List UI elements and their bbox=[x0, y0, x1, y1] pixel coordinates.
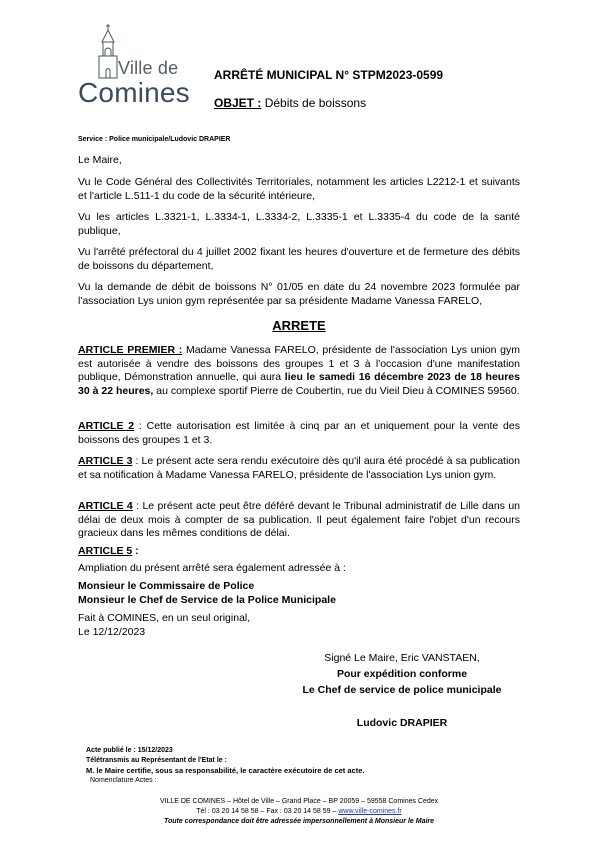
vu2-text: Vu les articles L.3321-1, L.3334-1, L.3334-2, L.3335-1 et L.3335-4 du code de la santé publique, bbox=[78, 211, 520, 237]
document-subject bbox=[214, 96, 366, 110]
preamble-vu2 bbox=[78, 211, 520, 238]
footer-contact bbox=[78, 807, 520, 817]
meta-teletransmis: Télétransmis au Représentant de l'Etat le : bbox=[86, 757, 227, 764]
article-4 bbox=[78, 500, 520, 541]
article-5-label: ARTICLE 5 bbox=[78, 545, 133, 557]
date-text: Le 12/12/2023 bbox=[78, 625, 146, 638]
city-logo bbox=[78, 22, 208, 108]
article-1-bold: lieu le samedi 16 décembre 2023 de 18 heures 30 à 22 heures, bbox=[78, 371, 520, 397]
recipients bbox=[78, 580, 520, 607]
article-4-text: : Le présent acte peut être déféré devant le Tribunal administratif de Lille dans un délai de deux mois à compter de sa publication. Il peut également faire l'objet d'un recours gracieux dans les mêmes conditions de délai. bbox=[78, 500, 520, 539]
vu4-text: Vu la demande de débit de boissons N° 01/05 en date du 24 novembre 2023 formulée par l'association Lys union gym représentée par sa présidente Madame Vanessa FARELO, bbox=[78, 281, 520, 307]
service-line: Service : Police municipale/Ludovic DRAPIER bbox=[78, 136, 231, 143]
article-1-text-b: au complexe sportif Pierre de Coubertin, rue du Vieil Dieu à COMINES 59560. bbox=[153, 384, 520, 397]
ampliation bbox=[78, 562, 520, 576]
logo-ville-text: Ville de bbox=[118, 58, 179, 78]
vu3-text: Vu l'arrêté préfectoral du 4 juillet 2002 fixant les heures d'ouverture et de fermeture des débits de boissons du département, bbox=[78, 246, 520, 272]
article-1 bbox=[78, 344, 520, 398]
website-link[interactable]: www.ville-comines.fr bbox=[338, 808, 402, 815]
article-5 bbox=[78, 545, 520, 559]
article-4-label: ARTICLE 4 bbox=[78, 500, 133, 512]
article-2-label: ARTICLE 2 bbox=[78, 420, 135, 432]
signature-name: Ludovic DRAPIER bbox=[356, 717, 448, 729]
subject-label: OBJET : bbox=[214, 96, 262, 110]
article-2-text: : Cette autorisation est limitée à cinq par an et uniquement pour la vente des boissons des groupes 1 et 3. bbox=[78, 420, 520, 446]
signature-line1: Signé Le Maire, Eric VANSTAEN, bbox=[324, 652, 480, 664]
document-title: ARRÊTÉ MUNICIPAL N° STPM2023-0599 bbox=[214, 68, 444, 82]
article-1-text-a: Madame Vanessa FARELO, présidente de l'association Lys union gym est autorisée à vendre des boissons des groupes 1 et 3 à l'occasion d'une manifestation publique, Démonstration annuelle, qui aura bbox=[78, 344, 520, 383]
preamble-vu1 bbox=[78, 176, 520, 203]
footer-address: VILLE DE COMINES – Hôtel de Ville – Grand Place – BP 20059 – 59558 Comines Cedex bbox=[159, 798, 439, 805]
publication-meta bbox=[86, 746, 364, 786]
article-5-text: : bbox=[132, 545, 139, 557]
article-3-label: ARTICLE 3 bbox=[78, 455, 133, 467]
page-footer bbox=[78, 797, 520, 827]
article-3 bbox=[78, 455, 520, 482]
meta-certifie: M. le Maire certifie, sous sa responsabilité, le caractère exécutoire de cet acte. bbox=[86, 766, 365, 775]
footer-phone-fax: Tél : 03 20 14 58 58 – Fax : 03 20 14 58 59 – bbox=[196, 808, 339, 815]
subject-text: Débits de boissons bbox=[264, 96, 367, 110]
preamble-vu3 bbox=[78, 246, 520, 273]
vu1-text: Vu le Code Général des Collectivités Territoriales, notamment les articles L2212-1 et suivants et l'article L.511-1 du code de la sécurité intérieure, bbox=[78, 176, 520, 202]
meta-nomenclature: Nomenclature Actes : bbox=[90, 777, 157, 784]
logo-comines-text: Comines bbox=[78, 77, 190, 108]
article-1-label: ARTICLE PREMIER : bbox=[78, 344, 183, 356]
preamble-vu4 bbox=[78, 281, 520, 308]
recipient-commissaire: Monsieur le Commissaire de Police bbox=[78, 580, 255, 592]
article-3-text: : Le présent acte sera rendu exécutoire dès qu'il aura été procédé à sa publication et sa notification à Madame Vanessa FARELO, présidente de l'association Lys union gym. bbox=[78, 455, 520, 481]
preamble-le-maire bbox=[78, 154, 520, 168]
le-maire-text: Le Maire, bbox=[78, 154, 122, 166]
signature-line2: Pour expédition conforme bbox=[336, 668, 468, 680]
ampliation-text: Ampliation du présent arrêté sera également adressée à : bbox=[78, 562, 346, 574]
footer-notice: Toute correspondance doit être adressée impersonnellement à Monsieur le Maire bbox=[163, 818, 435, 825]
article-2 bbox=[78, 420, 520, 447]
signature-block bbox=[268, 650, 536, 698]
arrete-heading: ARRETE bbox=[272, 318, 326, 333]
recipient-chef-service: Monsieur le Chef de Service de la Police Municipale bbox=[78, 593, 336, 606]
fait-text: Fait à COMINES, en un seul original, bbox=[78, 612, 251, 624]
fait-a bbox=[78, 612, 520, 639]
meta-publie: Acte publié le : 15/12/2023 bbox=[86, 747, 173, 754]
signature-line3: Le Chef de service de police municipale bbox=[302, 684, 502, 696]
